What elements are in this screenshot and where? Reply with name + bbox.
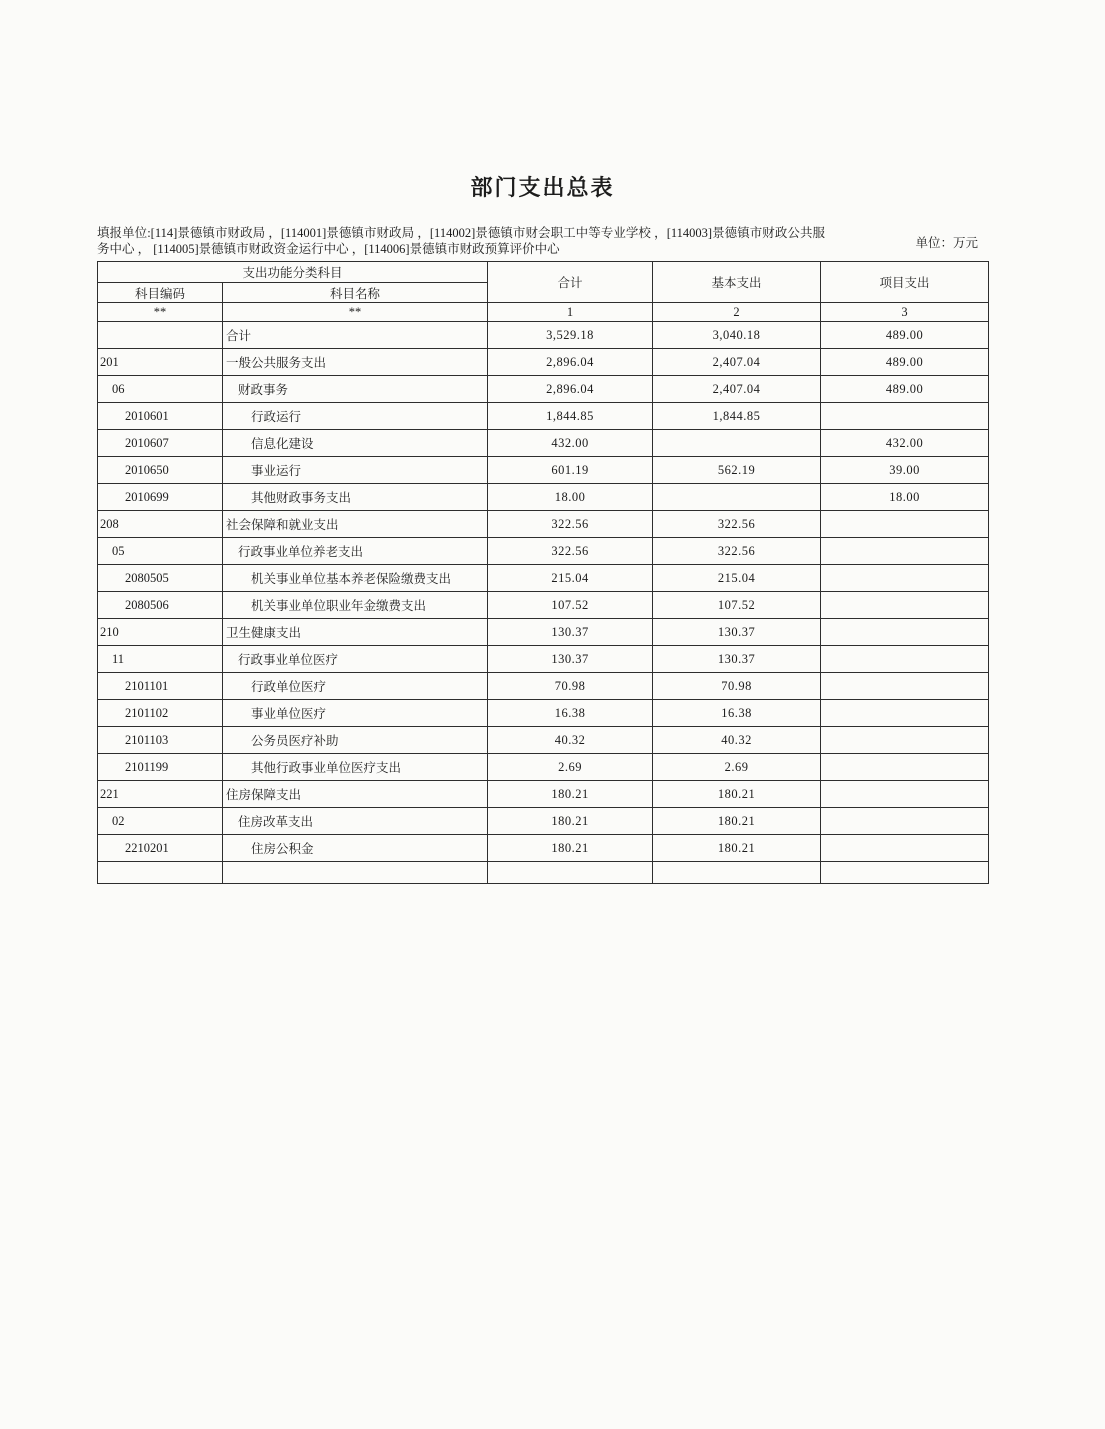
header-subject-code: 科目编码 [98, 283, 223, 303]
name-mask: ** [223, 303, 488, 322]
total-value-cell: 432.00 [488, 430, 653, 457]
table-body [98, 322, 989, 884]
filing-unit-text: 填报单位:[114]景德镇市财政局 ，[114001]景德镇市财政局 ，[114002]景德镇市财会职工中等专业学校 ，[114003]景德镇市财政公共服务中心 ， [114005]景德镇市财政资金运行中心 ，[114006]景德镇市财政预算评价中心 [97, 226, 825, 256]
subject-name-cell: 公务员医疗补助 [223, 727, 488, 754]
table-row [98, 862, 989, 884]
subject-code-cell: 2010601 [98, 403, 223, 430]
table-row [98, 376, 989, 403]
subject-name-cell: 住房改革支出 [223, 808, 488, 835]
basic-expense-cell: 215.04 [653, 565, 821, 592]
subject-code-cell [98, 862, 223, 884]
subject-code-cell: 208 [98, 511, 223, 538]
table-row [98, 430, 989, 457]
total-value-cell: 130.37 [488, 646, 653, 673]
basic-expense-cell: 2,407.04 [653, 376, 821, 403]
project-expense-cell: 489.00 [821, 376, 989, 403]
expenditure-summary-table [97, 261, 989, 884]
subject-name-cell: 机关事业单位职业年金缴费支出 [223, 592, 488, 619]
column-index-basic: 2 [653, 303, 821, 322]
basic-expense-cell: 70.98 [653, 673, 821, 700]
project-expense-cell [821, 403, 989, 430]
subject-name-cell [223, 862, 488, 884]
basic-expense-cell [653, 862, 821, 884]
header-subject-name: 科目名称 [223, 283, 488, 303]
header-row-index [98, 303, 989, 322]
table-row [98, 835, 989, 862]
project-expense-cell [821, 646, 989, 673]
subject-code-cell: 2080505 [98, 565, 223, 592]
project-expense-cell [821, 619, 989, 646]
project-expense-cell: 489.00 [821, 322, 989, 349]
subject-name-cell: 信息化建设 [223, 430, 488, 457]
subject-code-cell: 2010607 [98, 430, 223, 457]
basic-expense-cell: 562.19 [653, 457, 821, 484]
total-value-cell: 130.37 [488, 619, 653, 646]
subject-name-cell: 行政单位医疗 [223, 673, 488, 700]
code-mask: ** [98, 303, 223, 322]
subject-code-cell: 2101102 [98, 700, 223, 727]
subject-code-cell: 02 [98, 808, 223, 835]
basic-expense-cell: 130.37 [653, 646, 821, 673]
column-index-project: 3 [821, 303, 989, 322]
total-value-cell [488, 862, 653, 884]
subject-code-cell: 2010650 [98, 457, 223, 484]
total-value-cell: 2,896.04 [488, 376, 653, 403]
total-value-cell: 2.69 [488, 754, 653, 781]
subject-code-cell [98, 322, 223, 349]
basic-expense-cell: 40.32 [653, 727, 821, 754]
basic-expense-cell: 322.56 [653, 538, 821, 565]
project-expense-cell [821, 511, 989, 538]
unit-note: 单位：万元 [915, 235, 978, 250]
total-value-cell: 180.21 [488, 781, 653, 808]
total-value-cell: 70.98 [488, 673, 653, 700]
basic-expense-cell: 107.52 [653, 592, 821, 619]
table-row [98, 673, 989, 700]
subject-code-cell: 210 [98, 619, 223, 646]
subject-name-cell: 其他行政事业单位医疗支出 [223, 754, 488, 781]
header-basic-expense-column: 基本支出 [653, 262, 821, 303]
basic-expense-cell: 2,407.04 [653, 349, 821, 376]
subject-code-cell: 11 [98, 646, 223, 673]
total-value-cell: 601.19 [488, 457, 653, 484]
project-expense-cell [821, 781, 989, 808]
subject-code-cell: 2101199 [98, 754, 223, 781]
basic-expense-cell: 180.21 [653, 835, 821, 862]
subject-code-cell: 2101103 [98, 727, 223, 754]
subject-name-cell: 其他财政事务支出 [223, 484, 488, 511]
project-expense-cell [821, 808, 989, 835]
subject-name-cell: 事业运行 [223, 457, 488, 484]
basic-expense-cell: 130.37 [653, 619, 821, 646]
subject-code-cell: 221 [98, 781, 223, 808]
table-header [98, 262, 989, 322]
basic-expense-cell: 2.69 [653, 754, 821, 781]
table-row [98, 565, 989, 592]
project-expense-cell [821, 538, 989, 565]
subject-code-cell: 2210201 [98, 835, 223, 862]
total-value-cell: 322.56 [488, 538, 653, 565]
total-value-cell: 16.38 [488, 700, 653, 727]
subject-name-cell: 事业单位医疗 [223, 700, 488, 727]
total-value-cell: 40.32 [488, 727, 653, 754]
basic-expense-cell [653, 430, 821, 457]
meta-row [97, 226, 988, 257]
basic-expense-cell: 322.56 [653, 511, 821, 538]
total-value-cell: 107.52 [488, 592, 653, 619]
project-expense-cell [821, 727, 989, 754]
total-value-cell: 2,896.04 [488, 349, 653, 376]
table-row [98, 754, 989, 781]
subject-name-cell: 社会保障和就业支出 [223, 511, 488, 538]
total-value-cell: 18.00 [488, 484, 653, 511]
header-row-group [98, 262, 989, 283]
project-expense-cell [821, 565, 989, 592]
table-row [98, 322, 989, 349]
basic-expense-cell [653, 484, 821, 511]
header-project-expense-column: 项目支出 [821, 262, 989, 303]
total-value-cell: 180.21 [488, 835, 653, 862]
project-expense-cell [821, 592, 989, 619]
project-expense-cell: 39.00 [821, 457, 989, 484]
subject-name-cell: 行政运行 [223, 403, 488, 430]
subject-name-cell: 机关事业单位基本养老保险缴费支出 [223, 565, 488, 592]
project-expense-cell [821, 835, 989, 862]
subject-code-cell: 201 [98, 349, 223, 376]
table-row [98, 484, 989, 511]
table-row [98, 646, 989, 673]
subject-name-cell: 住房保障支出 [223, 781, 488, 808]
subject-name-cell: 卫生健康支出 [223, 619, 488, 646]
subject-name-cell: 财政事务 [223, 376, 488, 403]
project-expense-cell: 489.00 [821, 349, 989, 376]
table-row [98, 808, 989, 835]
total-value-cell: 180.21 [488, 808, 653, 835]
table-row [98, 403, 989, 430]
table-row [98, 511, 989, 538]
table-row [98, 457, 989, 484]
table-row [98, 700, 989, 727]
basic-expense-cell: 1,844.85 [653, 403, 821, 430]
header-function-category: 支出功能分类科目 [98, 262, 488, 283]
total-value-cell: 1,844.85 [488, 403, 653, 430]
table-row [98, 781, 989, 808]
total-value-cell: 215.04 [488, 565, 653, 592]
project-expense-cell: 432.00 [821, 430, 989, 457]
total-value-cell: 3,529.18 [488, 322, 653, 349]
project-expense-cell: 18.00 [821, 484, 989, 511]
subject-name-cell: 一般公共服务支出 [223, 349, 488, 376]
subject-name-cell: 行政事业单位养老支出 [223, 538, 488, 565]
subject-code-cell: 2101101 [98, 673, 223, 700]
header-total-column: 合计 [488, 262, 653, 303]
project-expense-cell [821, 754, 989, 781]
total-value-cell: 322.56 [488, 511, 653, 538]
subject-name-cell: 合计 [223, 322, 488, 349]
table-row [98, 538, 989, 565]
subject-code-cell: 2080506 [98, 592, 223, 619]
page-title: 部门支出总表 [470, 175, 615, 200]
table-row [98, 727, 989, 754]
subject-code-cell: 06 [98, 376, 223, 403]
basic-expense-cell: 16.38 [653, 700, 821, 727]
subject-code-cell: 2010699 [98, 484, 223, 511]
project-expense-cell [821, 862, 989, 884]
table-row [98, 349, 989, 376]
column-index-total: 1 [488, 303, 653, 322]
table-row [98, 619, 989, 646]
subject-name-cell: 行政事业单位医疗 [223, 646, 488, 673]
subject-code-cell: 05 [98, 538, 223, 565]
table-row [98, 592, 989, 619]
subject-name-cell: 住房公积金 [223, 835, 488, 862]
basic-expense-cell: 180.21 [653, 781, 821, 808]
basic-expense-cell: 3,040.18 [653, 322, 821, 349]
project-expense-cell [821, 673, 989, 700]
basic-expense-cell: 180.21 [653, 808, 821, 835]
project-expense-cell [821, 700, 989, 727]
